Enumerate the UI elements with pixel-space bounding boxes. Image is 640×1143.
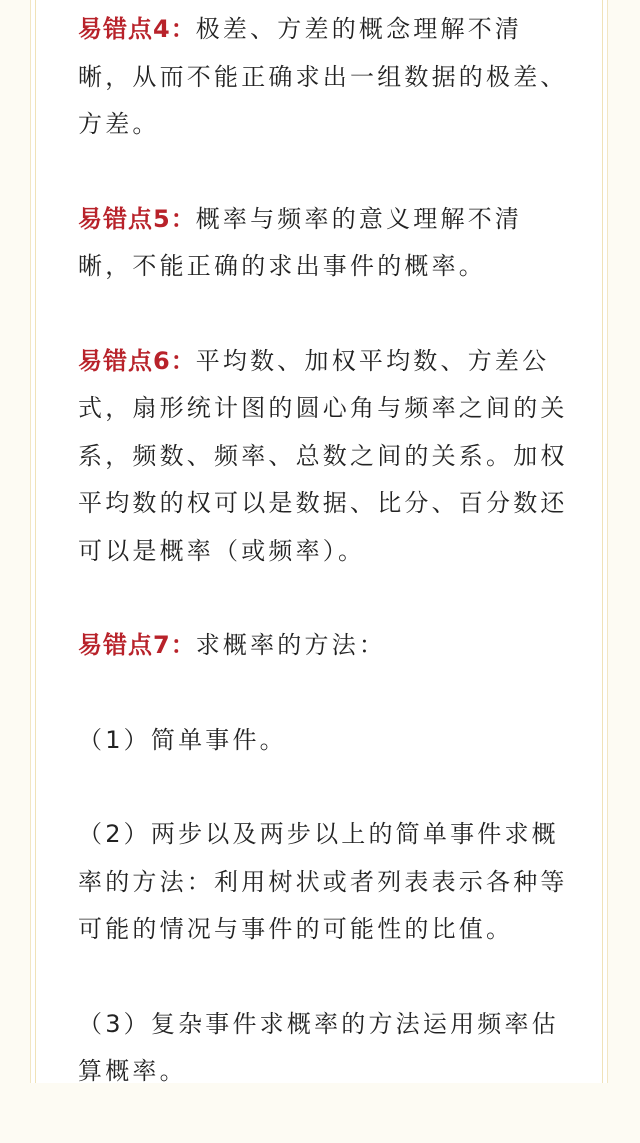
error-point-7-text: 求概率的方法： [195,631,387,659]
error-point-5 [78,196,568,291]
method-3: （3）复杂事件求概率的方法运用频率估算概率。 [78,1009,559,1085]
method-1: （1）简单事件。 [78,725,287,754]
error-point-7-label: 易错点7： [78,631,196,659]
right-border-line [602,0,603,1083]
article-content [78,6,568,1143]
error-point-6 [78,338,568,576]
error-point-6-text: 平均数、加权平均数、方差公式，扇形统计图的圆心角与频率之间的关系，频数、频率、总数之间的关系。加权平均数的权可以是数据、比分、百分数还可以是概率（或频率）。 [78,346,568,565]
left-border-line [35,0,36,1083]
error-point-4-text: 极差、方差的概念理解不清晰，从而不能正确求出一组数据的极差、方差。 [78,15,568,138]
error-point-6-label: 易错点6： [78,346,196,375]
error-point-5-text: 概率与频率的意义理解不清晰，不能正确的求出事件的概率。 [78,204,523,280]
error-point-7 [78,622,568,670]
error-point-4-label: 易错点4： [78,15,196,43]
method-2: （2）两步以及两步以上的简单事件求概率的方法：利用树状或者列表表示各种等可能的情况与事件的可能性的比值。 [78,820,568,943]
error-point-5-label: 易错点5： [78,204,196,233]
error-point-4 [78,6,568,149]
